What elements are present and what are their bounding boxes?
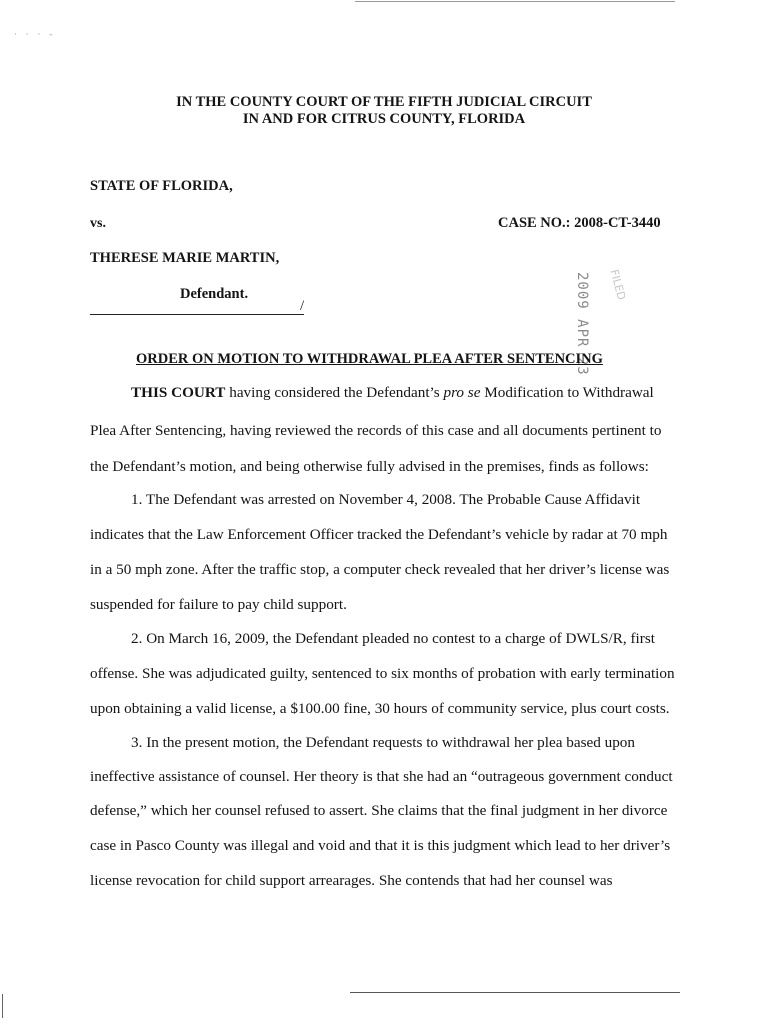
scan-edge-bottom xyxy=(350,992,680,993)
scan-specks: · · · - xyxy=(14,30,56,40)
intro-text-a: having considered the Defendant’s xyxy=(225,384,444,401)
finding-1-line2: indicates that the Law Enforcement Officer tracked the Defendant’s vehicle by radar at 70 mph xyxy=(90,526,668,543)
defendant-label: Defendant. xyxy=(180,286,249,302)
case-number: CASE NO.: 2008-CT-3440 xyxy=(498,215,661,231)
finding-3-line5: license revocation for child support arrearages. She contends that had her counsel was xyxy=(90,872,613,889)
intro-paragraph-line2: Plea After Sentencing, having reviewed the records of this case and all documents pertinent to xyxy=(90,422,662,439)
court-heading-line2: IN AND FOR CITRUS COUNTY, FLORIDA xyxy=(242,111,526,127)
finding-3-line4: case in Pasco County was illegal and void and that it is this judgment which lead to her driver’s xyxy=(90,837,671,854)
finding-3-line2: ineffective assistance of counsel. Her theory is that she had an “outrageous government conduct xyxy=(90,768,673,785)
defendant-name: THERESE MARIE MARTIN, xyxy=(90,250,280,266)
finding-1-line4: suspended for failure to pay child support. xyxy=(90,596,347,613)
finding-3-line3: defense,” which her counsel refused to assert. She claims that the final judgment in her divorce xyxy=(90,802,668,819)
intro-pro-se: pro se xyxy=(443,384,481,401)
intro-paragraph-line3: the Defendant’s motion, and being otherwise fully advised in the premises, finds as follows: xyxy=(90,458,649,475)
intro-text-b: Modification to Withdrawal xyxy=(480,384,654,401)
caption-slash: / xyxy=(300,298,305,314)
intro-paragraph-line1 xyxy=(131,384,654,402)
court-heading-line1: IN THE COUNTY COURT OF THE FIFTH JUDICIAL CIRCUIT xyxy=(176,94,592,110)
order-title: ORDER ON MOTION TO WITHDRAWAL PLEA AFTER SENTENCING xyxy=(136,351,603,367)
intro-court-bold: THIS COURT xyxy=(131,384,226,401)
caption-underline xyxy=(90,314,304,315)
finding-2-line1: 2. On March 16, 2009, the Defendant pleaded no contest to a charge of DWLS/R, first xyxy=(131,630,655,647)
scan-edge-top xyxy=(355,1,675,2)
finding-1-line3: in a 50 mph zone. After the traffic stop, a computer check revealed that her driver’s license was xyxy=(90,561,670,578)
clerk-stamp-faint: FILED xyxy=(607,268,629,302)
finding-2-line2: offense. She was adjudicated guilty, sentenced to six months of probation with early termination xyxy=(90,665,675,682)
finding-2-line3: upon obtaining a valid license, a $100.00 fine, 30 hours of community service, plus court costs. xyxy=(90,700,670,717)
plaintiff-name: STATE OF FLORIDA, xyxy=(90,178,233,194)
clerk-filing-stamp: 2009 APR 23 xyxy=(574,272,590,376)
versus-label: vs. xyxy=(90,216,106,231)
finding-1-line1: 1. The Defendant was arrested on November 4, 2008. The Probable Cause Affidavit xyxy=(131,491,641,508)
scan-margin-mark xyxy=(2,994,3,1018)
finding-3-line1: 3. In the present motion, the Defendant requests to withdrawal her plea based upon xyxy=(131,734,635,751)
